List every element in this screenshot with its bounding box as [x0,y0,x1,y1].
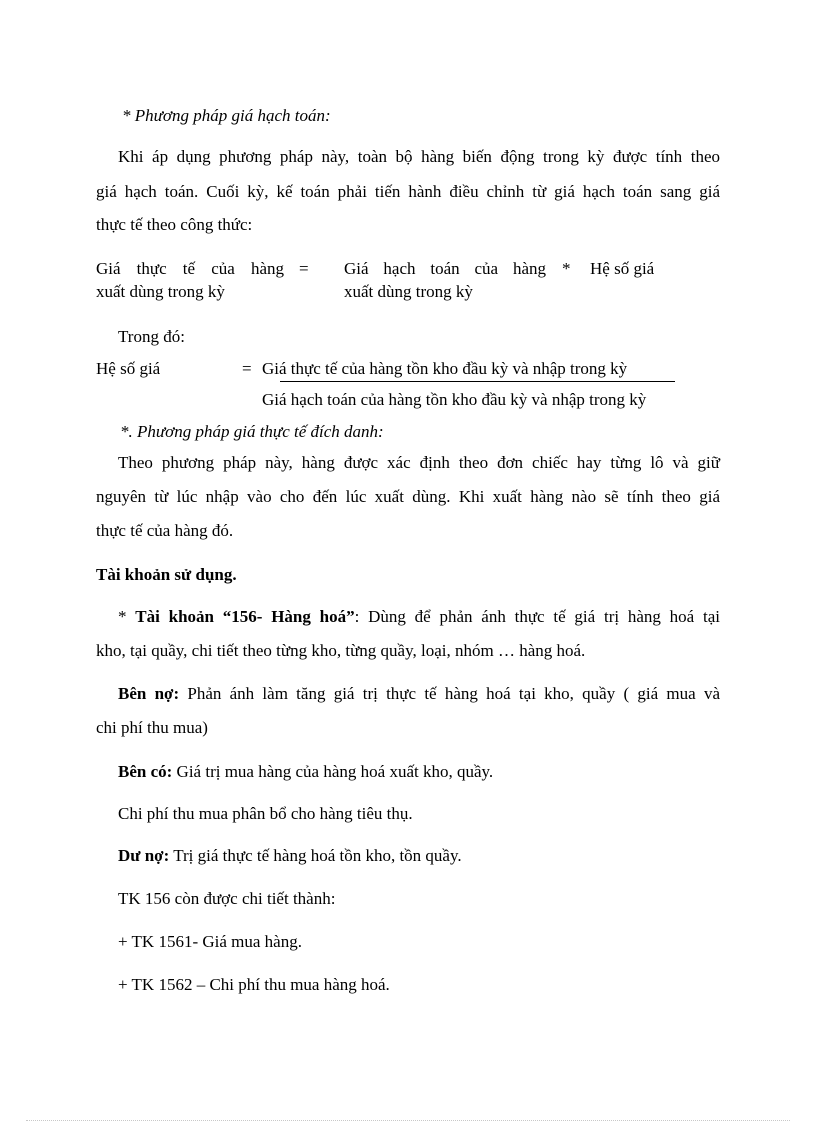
formula2-numerator: Giá thực tế của hàng tồn kho đầu kỳ và nhập trong kỳ [262,359,628,378]
formula1-lhs-line2: xuất dùng trong kỳ [96,282,225,301]
ben-no-label: Bên nợ: [118,684,180,703]
chi-phi-phan-bo: Chi phí thu mua phân bổ cho hàng tiêu thụ. [118,804,413,823]
formula1-times: * [562,259,571,278]
tk156-line1 [118,607,720,627]
du-no-line [118,846,462,866]
formula2-lhs: Hệ số giá [96,359,161,378]
heading-dich-danh: *. Phương pháp giá thực tế đích danh: [120,422,384,441]
tk156-description: : Dùng để phản ánh thực tế giá trị hàng hoá tại [354,607,720,626]
tk1561-item: + TK 1561- Giá mua hàng. [118,932,302,951]
formula1-equals: = [299,259,309,278]
formula2-equals: = [242,359,252,378]
formula1-rhs-line2: xuất dùng trong kỳ [344,282,473,301]
fraction-bar [280,381,675,382]
du-no-text: Trị giá thực tế hàng hoá tồn kho, tồn quầy. [169,846,462,865]
formula2-denominator: Giá hạch toán của hàng tồn kho đầu kỳ và nhập trong kỳ [262,390,647,409]
tk156-prefix: * [118,607,136,626]
formula1-rhs-line1: Giá hạch toán của hàng [344,259,546,278]
ben-no-line2: chi phí thu mua) [96,718,208,737]
para1-line2: giá hạch toán. Cuối kỳ, kế toán phải tiến hành điều chỉnh từ giá hạch toán sang giá [96,182,720,201]
formula1-lhs-line1: Giá thực tế của hàng [96,259,284,278]
tk156-line2: kho, tại quầy, chi tiết theo từng kho, từng quầy, loại, nhóm … hàng hoá. [96,641,586,660]
ben-no-line1 [118,684,720,704]
para1-line1: Khi áp dụng phương pháp này, toàn bộ hàng biến động trong kỳ được tính theo [118,147,720,166]
section-title: Tài khoản sử dụng. [96,565,237,584]
ben-co-line [118,762,493,782]
ben-no-text: Phản ánh làm tăng giá trị thực tế hàng hoá tại kho, quầy ( giá mua và [179,684,720,703]
du-no-label: Dư nợ: [118,846,170,865]
ben-co-label: Bên có: [118,762,173,781]
para2-line2: nguyên từ lúc nhập vào cho đến lúc xuất dùng. Khi xuất hàng nào sẽ tính theo giá [96,487,720,506]
para2-line1: Theo phương pháp này, hàng được xác định theo đơn chiếc hay từng lô và giữ [118,453,720,472]
ben-co-text: Giá trị mua hàng của hàng hoá xuất kho, quầy. [172,762,494,781]
trong-do-label: Trong đó: [118,327,185,346]
formula1-factor: Hệ số giá [590,259,655,278]
tk156-title: Tài khoản “156- Hàng hoá” [135,607,355,626]
para2-line3: thực tế của hàng đó. [96,521,234,540]
page-bottom-rule [26,1120,790,1121]
para1-line3: thực tế theo công thức: [96,215,253,234]
heading-hach-toan: * Phương pháp giá hạch toán: [122,106,331,125]
tk156-detail: TK 156 còn được chi tiết thành: [118,889,336,908]
tk1562-item: + TK 1562 – Chi phí thu mua hàng hoá. [118,975,390,994]
